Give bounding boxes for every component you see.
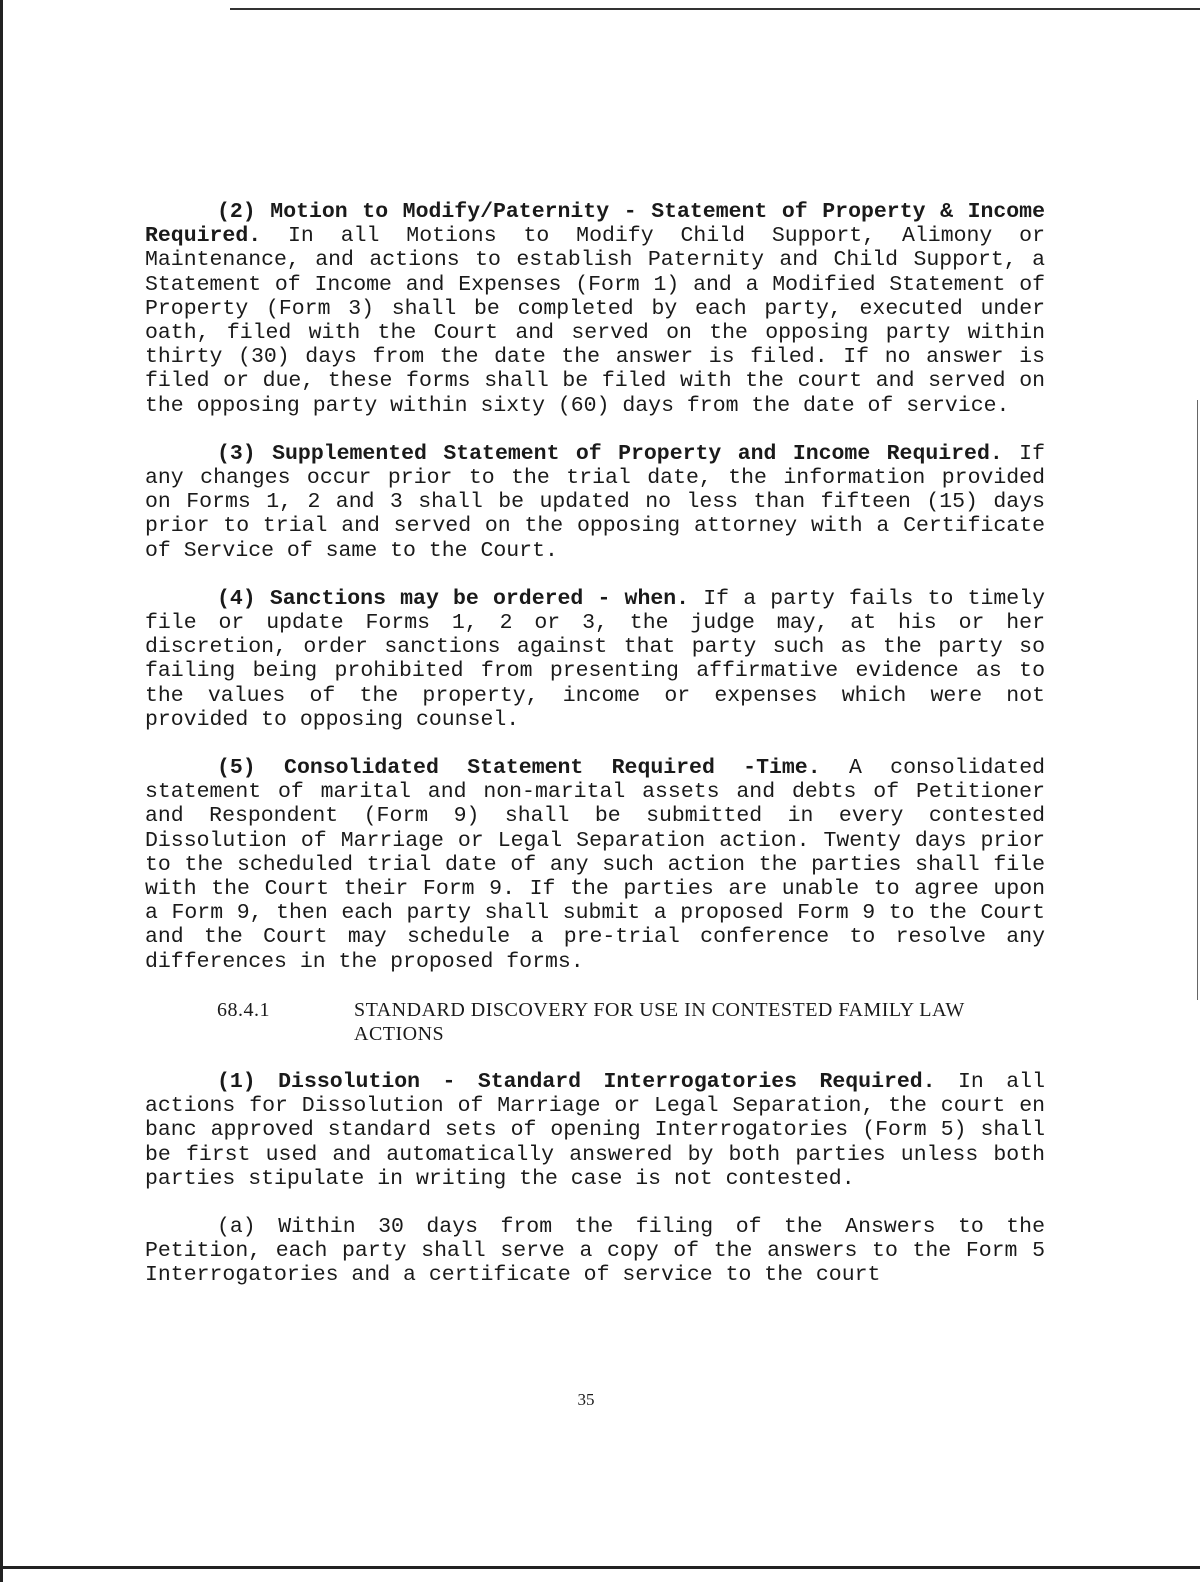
- section-number: 68.4.1: [217, 998, 270, 1021]
- scan-edge-bottom: [0, 1566, 1200, 1569]
- paragraph-heading: (3) Supplemented Statement of Property and Income Required.: [217, 441, 1003, 466]
- page-number: 35: [577, 1390, 595, 1409]
- document-page: [145, 200, 1045, 1312]
- paragraph-text: If any changes occur prior to the trial date, the information provided on Forms 1, 2 and 3 shall be updated no less than fifteen (15) days prior to trial and served on the opposing attorney with a Certificate of Service of same to the Court.: [145, 441, 1045, 563]
- paragraph-heading: (4) Sanctions may be ordered - when.: [217, 586, 690, 611]
- paragraph-standard-interrogatories: [145, 1070, 1045, 1191]
- paragraph-text: If a party fails to timely file or update Forms 1, 2 or 3, the judge may, at his or her discretion, order sanctions against that party such as the party so failing being prohibited from presenting affirmative evidence as to the values of the property, income or expenses which were not provided to opposing counsel.: [145, 586, 1045, 732]
- scan-edge-right: [1197, 400, 1198, 1000]
- paragraph-heading: (1) Dissolution - Standard Interrogatories Required.: [217, 1069, 936, 1094]
- paragraph-heading: (5) Consolidated Statement Required -Time.: [217, 756, 821, 781]
- paragraph-text: In all actions for Dissolution of Marriage or Legal Separation, the court en banc approved standard sets of opening Interrogatories (Form 5) shall be first used and automatically answered by both parties unless both parties stipulate in writing the case is not contested.: [145, 1069, 1045, 1191]
- paragraph-supplemented-statement: [145, 442, 1045, 563]
- paragraph-sanctions: [145, 587, 1045, 732]
- paragraph-consolidated-statement: [145, 756, 1045, 974]
- paragraph-text: (a) Within 30 days from the filing of the Answers to the Petition, each party shall serve a copy of the answers to the Form 5 Interrogatories and a certificate of service to the court: [145, 1214, 1045, 1288]
- scan-edge-left: [0, 0, 3, 1582]
- section-title: STANDARD DISCOVERY FOR USE IN CONTESTED FAMILY LAW ACTIONS: [354, 998, 965, 1045]
- paragraph-text: In all Motions to Modify Child Support, Alimony or Maintenance, and actions to establish Paternity and Child Support, a Statement of Income and Expenses (Form 1) and a Modified Statement of Property (Form 3) shall be completed by each party, executed under oath, filed with the Court and served on the opposing party within thirty (30) days from the date the answer is filed. If no answer is filed or due, these forms shall be filed with the court and served on the opposing party within sixty (60) days from the date of service.: [145, 224, 1045, 418]
- paragraph-heading: (2) Motion to Modify/Paternity - Statement of Property & Income Required.: [145, 200, 1045, 249]
- paragraph-motion-to-modify: [145, 200, 1045, 418]
- scan-edge-top: [230, 8, 1200, 10]
- paragraph-answers-within-30-days: [145, 1215, 1045, 1288]
- paragraph-text: A consolidated statement of marital and non-marital assets and debts of Petitioner and Respondent (Form 9) shall be submitted in every contested Dissolution of Marriage or Legal Separation action. Twenty days prior to the scheduled trial date of any such action the parties shall file with the Court their Form 9. If the parties are unable to agree upon a Form 9, then each party shall submit a proposed Form 9 to the Court and the Court may schedule a pre-trial conference to resolve any differences in the proposed forms.: [145, 756, 1045, 974]
- section-heading: [217, 998, 1045, 1046]
